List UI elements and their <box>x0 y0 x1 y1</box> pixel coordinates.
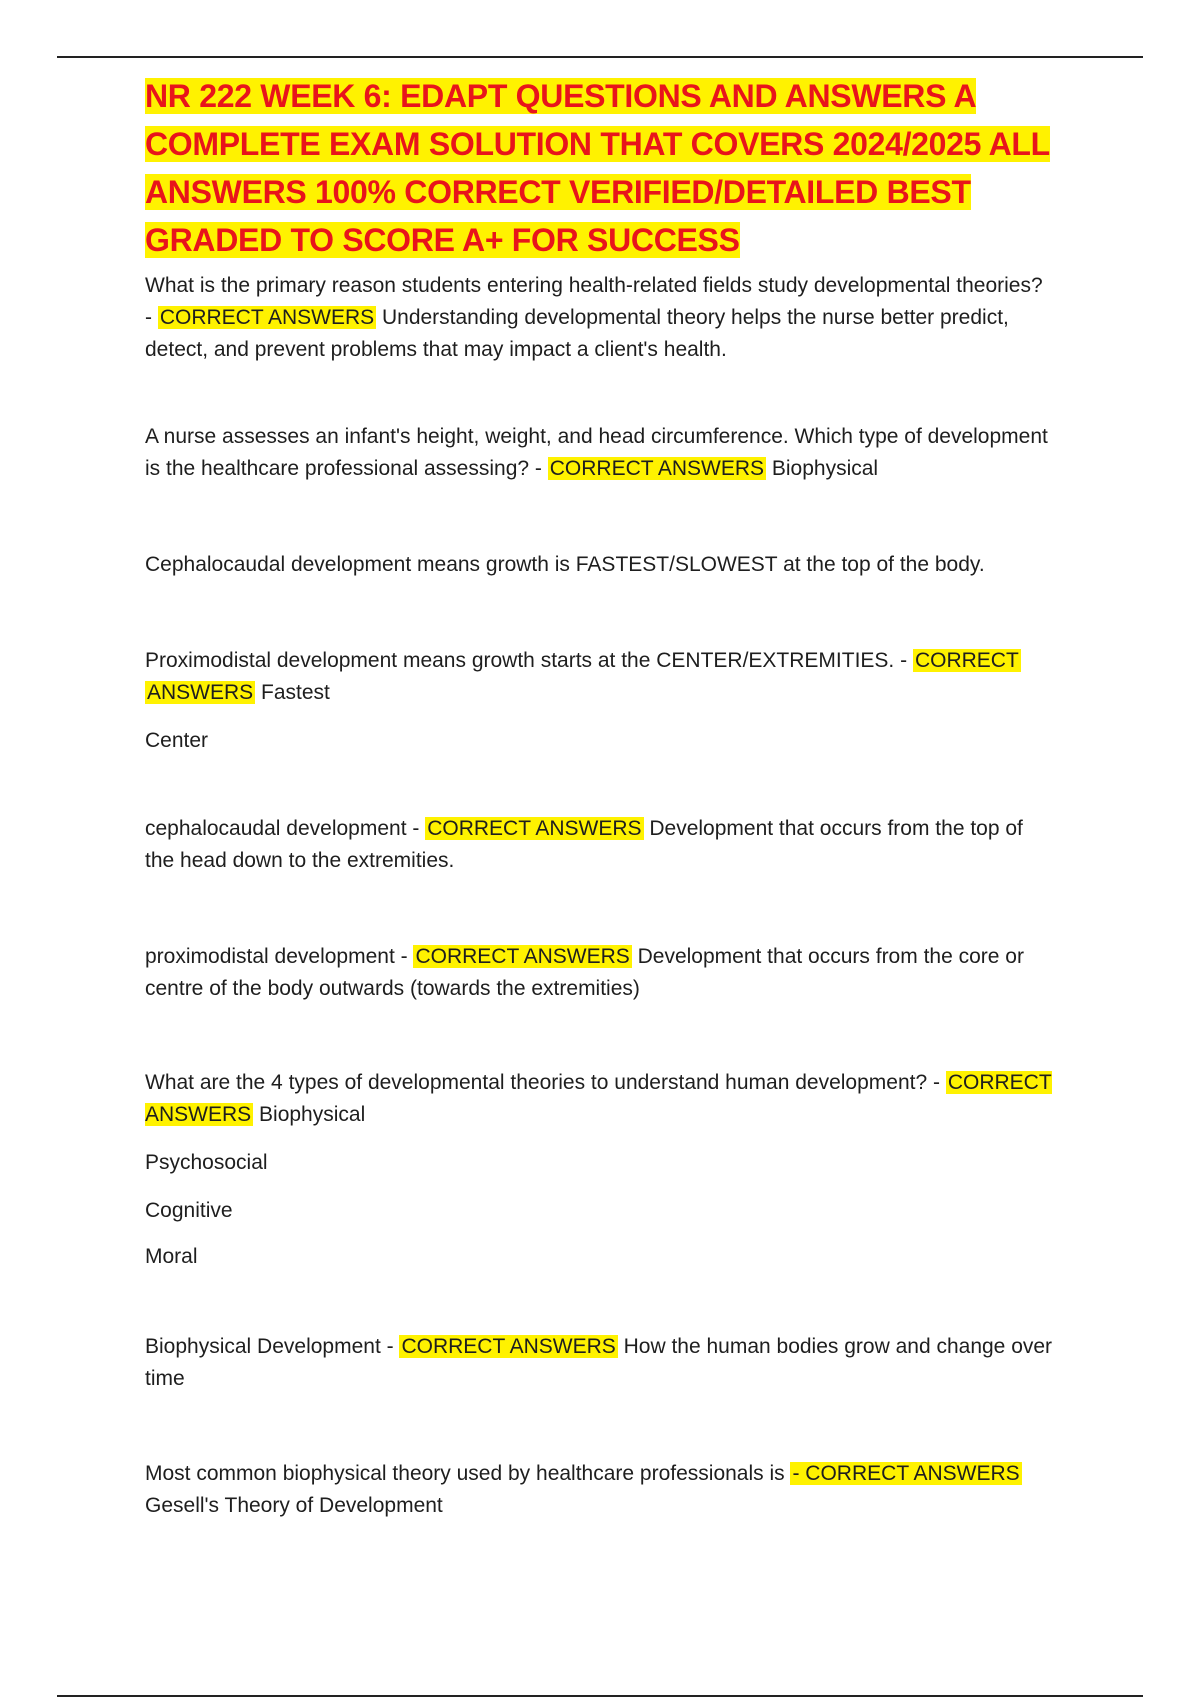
qa-item <box>145 270 1055 366</box>
qa-text <box>145 270 1055 366</box>
question-text: Most common biophysical theory used by healthcare professionals is <box>145 1462 791 1485</box>
answer-text: Understanding developmental theory helps the nurse better predict, detect, and prevent problems that may impact a client's health. <box>145 306 1009 361</box>
correct-answers-label: CORRECT ANSWERS <box>549 457 765 480</box>
top-rule <box>57 56 1143 58</box>
answer-extra: Psychosocial <box>145 1151 268 1174</box>
question-text: A nurse assesses an infant's height, weight, and head circumference. Which type of development is the healthcare professional assessing? - <box>145 425 1048 480</box>
qa-item <box>145 549 1055 581</box>
qa-item <box>145 421 1055 485</box>
correct-answers-label: CORRECT <box>914 649 1019 672</box>
document-body <box>145 72 1055 1522</box>
answer-text: Biophysical <box>766 457 879 480</box>
question-text: Cephalocaudal development means growth is FASTEST/SLOWEST at the top of the body. <box>145 553 985 576</box>
answer-text: Gesell's Theory of Development <box>145 1494 443 1517</box>
correct-answers-label: CORRECT ANSWERS <box>401 1335 616 1358</box>
qa-item <box>145 1067 1055 1273</box>
question-text: What are the 4 types of developmental theories to understand human development? - <box>145 1071 946 1094</box>
qa-item <box>145 1331 1055 1395</box>
answer-text: Biophysical <box>253 1103 366 1126</box>
answer-extra: Moral <box>145 1245 198 1268</box>
answer-text: Fastest <box>255 681 330 704</box>
question-text: proximodistal development - <box>145 945 414 968</box>
correct-answers-label: CORRECT ANSWERS <box>159 306 375 329</box>
qa-text <box>145 645 1055 709</box>
qa-item <box>145 645 1055 757</box>
qa-text <box>145 941 1055 1005</box>
correct-answers-label: CORRECT ANSWERS <box>427 817 642 840</box>
qa-text <box>145 421 1055 485</box>
correct-answers-label: CORRECT ANSWERS <box>415 945 630 968</box>
qa-text <box>145 813 1055 877</box>
question-text: cephalocaudal development - <box>145 817 426 840</box>
answer-extra: Center <box>145 729 209 752</box>
qa-text <box>145 1458 1055 1522</box>
question-text: What is the primary reason students entering health-related fields study developmental theories? - <box>145 274 1043 329</box>
correct-answers-label: - CORRECT ANSWERS <box>792 1462 1020 1485</box>
answer-extra: Cognitive <box>145 1199 233 1222</box>
bottom-rule <box>57 1695 1143 1697</box>
qa-text <box>145 1067 1055 1131</box>
question-text: Proximodistal development means growth starts at the CENTER/EXTREMITIES. - <box>145 649 913 672</box>
answer-text: Development that occurs from the core or centre of the body outwards (towards the extremities) <box>145 945 1024 1000</box>
correct-answers-label: ANSWERS <box>147 681 254 704</box>
answer-text: Development that occurs from the top of the head down to the extremities. <box>145 817 1023 872</box>
qa-text <box>145 1331 1055 1395</box>
question-text: Biophysical Development - <box>145 1335 400 1358</box>
title-highlight: NR 222 WEEK 6: EDAPT QUESTIONS AND ANSWERS A COMPLETE EXAM SOLUTION THAT COVERS 2024/2025 ALL ANSWERS 100% CORRECT VERIFIED/DETAILED BEST GRADED TO SCORE A+ FOR SUCCESS <box>145 78 1050 258</box>
document-title <box>145 72 1055 264</box>
qa-item <box>145 941 1055 1005</box>
qa-item <box>145 813 1055 877</box>
correct-answers-label: CORRECT ANSWERS <box>145 1071 1052 1126</box>
qa-item <box>145 1458 1055 1522</box>
answer-text: How the human bodies grow and change over time <box>145 1335 1053 1390</box>
